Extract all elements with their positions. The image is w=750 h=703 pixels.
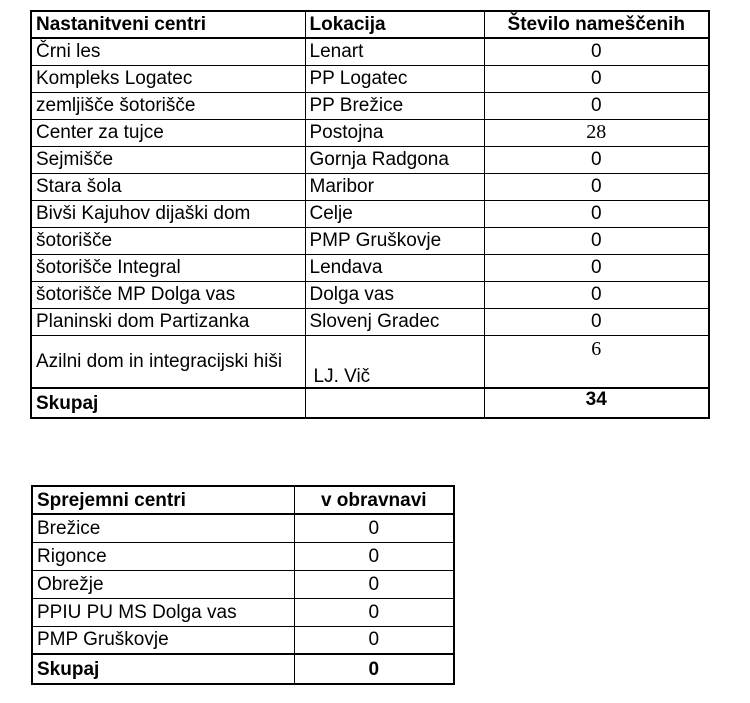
header-count: Število nameščenih [484, 11, 709, 38]
center-location: Slovenj Gradec [305, 308, 484, 335]
center-name: Kompleks Logatec [31, 65, 305, 92]
reception-center-count: 0 [294, 598, 454, 626]
reception-center-count: 0 [294, 626, 454, 654]
reception-center-name: Rigonce [32, 542, 294, 570]
center-name: šotorišče Integral [31, 254, 305, 281]
center-name: Stara šola [31, 173, 305, 200]
center-name: Center za tujce [31, 119, 305, 146]
reception-centers-table [31, 485, 455, 685]
table-row [31, 254, 709, 281]
center-count: 0 [484, 38, 709, 65]
center-name: zemljišče šotorišče [31, 92, 305, 119]
table-row [31, 146, 709, 173]
table-row [32, 542, 454, 570]
table-row [31, 281, 709, 308]
reception-center-name: Brežice [32, 514, 294, 542]
center-location: Celje [305, 200, 484, 227]
center-location: PMP Gruškovje [305, 227, 484, 254]
table-row [31, 200, 709, 227]
header-in-process: v obravnavi [294, 486, 454, 514]
reception-center-count: 0 [294, 542, 454, 570]
center-count: 0 [484, 308, 709, 335]
reception-center-count: 0 [294, 514, 454, 542]
table-row [31, 308, 709, 335]
center-location: Maribor [305, 173, 484, 200]
center-location: LJ. Vič [305, 335, 484, 388]
center-count: 0 [484, 200, 709, 227]
center-count: 6 [484, 335, 709, 388]
table-row [32, 598, 454, 626]
center-name: Bivši Kajuhov dijaški dom [31, 200, 305, 227]
table-header-row [31, 11, 709, 38]
table-row [31, 65, 709, 92]
center-count: 0 [484, 92, 709, 119]
accommodation-centers-table [30, 10, 710, 419]
reception-center-name: PPIU PU MS Dolga vas [32, 598, 294, 626]
table-row [32, 570, 454, 598]
total-row [31, 388, 709, 418]
reception-center-name: PMP Gruškovje [32, 626, 294, 654]
center-location: Lendava [305, 254, 484, 281]
center-name: Črni les [31, 38, 305, 65]
table-row [31, 119, 709, 146]
reception-center-count: 0 [294, 570, 454, 598]
table-row [31, 173, 709, 200]
total-value: 0 [294, 654, 454, 684]
table-row [32, 626, 454, 654]
table-row [31, 227, 709, 254]
center-count: 0 [484, 173, 709, 200]
table-header-row [32, 486, 454, 514]
header-centers: Nastanitveni centri [31, 11, 305, 38]
center-location: Lenart [305, 38, 484, 65]
total-value: 34 [484, 388, 709, 418]
center-location: PP Logatec [305, 65, 484, 92]
total-label: Skupaj [32, 654, 294, 684]
center-count: 0 [484, 254, 709, 281]
center-count: 0 [484, 281, 709, 308]
table-row [32, 514, 454, 542]
center-name: šotorišče MP Dolga vas [31, 281, 305, 308]
total-label: Skupaj [31, 388, 305, 418]
total-location [305, 388, 484, 418]
center-count: 28 [484, 119, 709, 146]
center-location: Postojna [305, 119, 484, 146]
center-location: Gornja Radgona [305, 146, 484, 173]
center-location: Dolga vas [305, 281, 484, 308]
header-reception-centers: Sprejemni centri [32, 486, 294, 514]
center-name: šotorišče [31, 227, 305, 254]
center-count: 0 [484, 65, 709, 92]
center-name: Sejmišče [31, 146, 305, 173]
center-count: 0 [484, 146, 709, 173]
center-location: PP Brežice [305, 92, 484, 119]
reception-center-name: Obrežje [32, 570, 294, 598]
table-row [31, 38, 709, 65]
header-location: Lokacija [305, 11, 484, 38]
center-name: Planinski dom Partizanka [31, 308, 305, 335]
center-name: Azilni dom in integracijski hiši [31, 335, 305, 388]
center-count: 0 [484, 227, 709, 254]
total-row [32, 654, 454, 684]
table-row [31, 335, 709, 388]
table-row [31, 92, 709, 119]
